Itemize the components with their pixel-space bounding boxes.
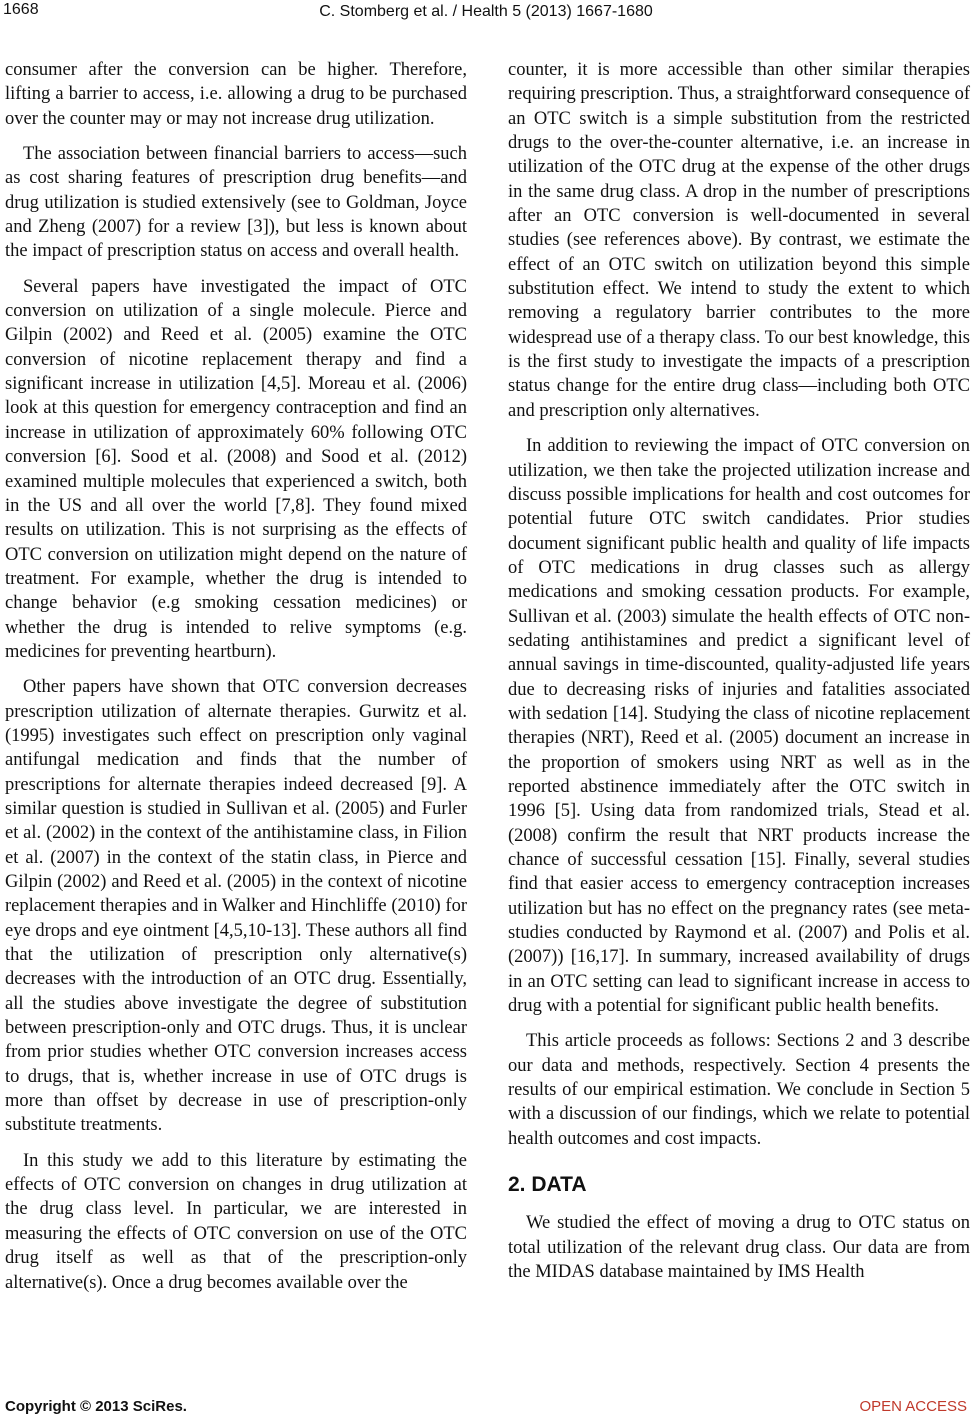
copyright-notice: Copyright © 2013 SciRes. <box>5 1398 187 1415</box>
page-number: 1668 <box>3 1 39 18</box>
paragraph: The association between financial barriers to access—such as cost sharing features of prescription drug benefits—and drug utilization is studied extensively (see to Goldman, Joyce and Zheng (2007) for a review [3]), but less is known about the impact of prescription status on access and overall health. <box>5 144 467 262</box>
section-heading: 2. DATA <box>508 1173 587 1197</box>
left-column <box>5 58 467 1306</box>
paragraph: counter, it is more accessible than other similar therapies requiring prescription. Thus, a straightforward consequence of an OTC switch is a simple substitution from the restricted drugs to the over-the-counter alternative, i.e. an increase in utilization of the OTC drug at the expense of the other drugs in the same drug class. A drop in the number of prescriptions after an OTC conversion is well-documented in several studies (see references above). By contrast, we estimate the effect of an OTC switch on utilization beyond this simple substitution effect. We intend to study the extent to which removing a regulatory barrier contributes to the more widespread use of a therapy class. To our best knowledge, this is the first study to investigate the impacts of a prescription status change for the entire drug class—including both OTC and prescription only alternatives. <box>508 60 971 421</box>
paragraph: This article proceeds as follows: Sections 2 and 3 describe our data and methods, respectively. Section 4 presents the results of our empirical estimation. We conclude in Section 5 with a discussion of our findings, which we relate to potential health outcomes and cost impacts. <box>508 1031 970 1149</box>
paragraph: Other papers have shown that OTC conversion decreases prescription utilization of alternate therapies. Gurwitz et al. (1995) investigates such effect on prescription only vaginal antifungal medication and finds that the number of prescriptions for alternate therapies indeed decreased [9]. A similar question is studied in Sullivan et al. (2005) and Furler et al. (2002) in the context of the antihistamine class, in Filion et al. (2007) in the context of the statin class, in Pierce and Gilpin (2002) and Reed et al. (2005) in the context of nicotine replacement therapies and in Walker and Hinchliffe (2010) for eye drops and eye ointment [4,5,10-13]. These authors all find that the utilization of prescription only alternative(s) decreases with the introduction of an OTC drug. Essentially, all the studies above investigate the degree of substitution between prescription-only and OTC drugs. Thus, it is unclear from prior studies whether OTC conversion increases access to drugs, that is, whether increase in use of OTC drugs is more than offset by decrease in use of prescription-only substitute treatments. <box>5 677 467 1136</box>
paragraph: Several papers have investigated the impact of OTC conversion on utilization of a single molecule. Pierce and Gilpin (2002) and Reed et al. (2005) examine the OTC conversion of nicotine replacement therapy and find a significant increase in utilization [4,5]. Moreau et al. (2006) look at this question for emergency contraception and find an increase in utilization of approximately 60% following OTC conversion [6]. Sood et al. (2008) and Sood et al. (2012) examined multiple molecules that experienced a switch, both in the US and all over the world [7,8]. They found mixed results on utilization. This is not surprising as the effects of OTC conversion on utilization might depend on the nature of treatment. For example, whether the drug is intended to change behavior (e.g smoking cessation medicines) or whether the drug is intended to relive symptoms (e.g. medicines for preventing heartburn). <box>5 276 467 662</box>
paragraph: In addition to reviewing the impact of OTC conversion on utilization, we then take the projected utilization increase and discuss possible implications for health and cost outcomes for potential future OTC switch candidates. Prior studies document significant public health and quality of life impacts of OTC medications in drug classes such as allergy medications and smoking cessation products. For example, Sullivan et al. (2003) simulate the health effects of OTC non-sedating antihistamines and predict a significant level of annual savings in time-discounted, quality-adjusted life years due to decreasing risks of injuries and fatalities associated with sedation [14]. Studying the class of nicotine replacement therapies (NRT), Reed et al. (2005) document an increase in the proportion of smokers using NRT as well as in the reported abstinence immediately after the OTC switch in 1996 [5]. Using data from randomized trials, Stead et al. (2008) confirm the result that NRT products increase the chance of successful cessation [15]. Finally, several studies find that easier access to emergency contraception increases utilization but has no effect on the pregnancy rates (see meta-studies conducted by Raymond et al. (2007) and Polis et al. (2007)) [16,17]. In summary, increased availability of drugs in an OTC setting can lead to significant increase in access to drug with a potential for significant public health benefits. <box>508 436 970 1017</box>
paragraph: consumer after the conversion can be higher. Therefore, lifting a barrier to access, i.e. allowing a drug to be purchased over the counter may or may not increase drug utilization. <box>5 60 467 129</box>
paragraph: In this study we add to this literature by estimating the effects of OTC conversion on changes in drug utilization at the drug class level. In particular, we are interested in measuring the effects of OTC conversion on use of the OTC drug itself as well as that of the prescription-only alternative(s). Once a drug becomes available over the <box>5 1150 467 1293</box>
right-column <box>508 58 970 1296</box>
running-title: C. Stomberg et al. / Health 5 (2013) 1667-1680 <box>319 3 653 20</box>
paragraph: We studied the effect of moving a drug to OTC status on total utilization of the relevant drug class. Our data are from the MIDAS database maintained by IMS Health <box>508 1213 970 1283</box>
open-access-label: OPEN ACCESS <box>859 1398 967 1415</box>
